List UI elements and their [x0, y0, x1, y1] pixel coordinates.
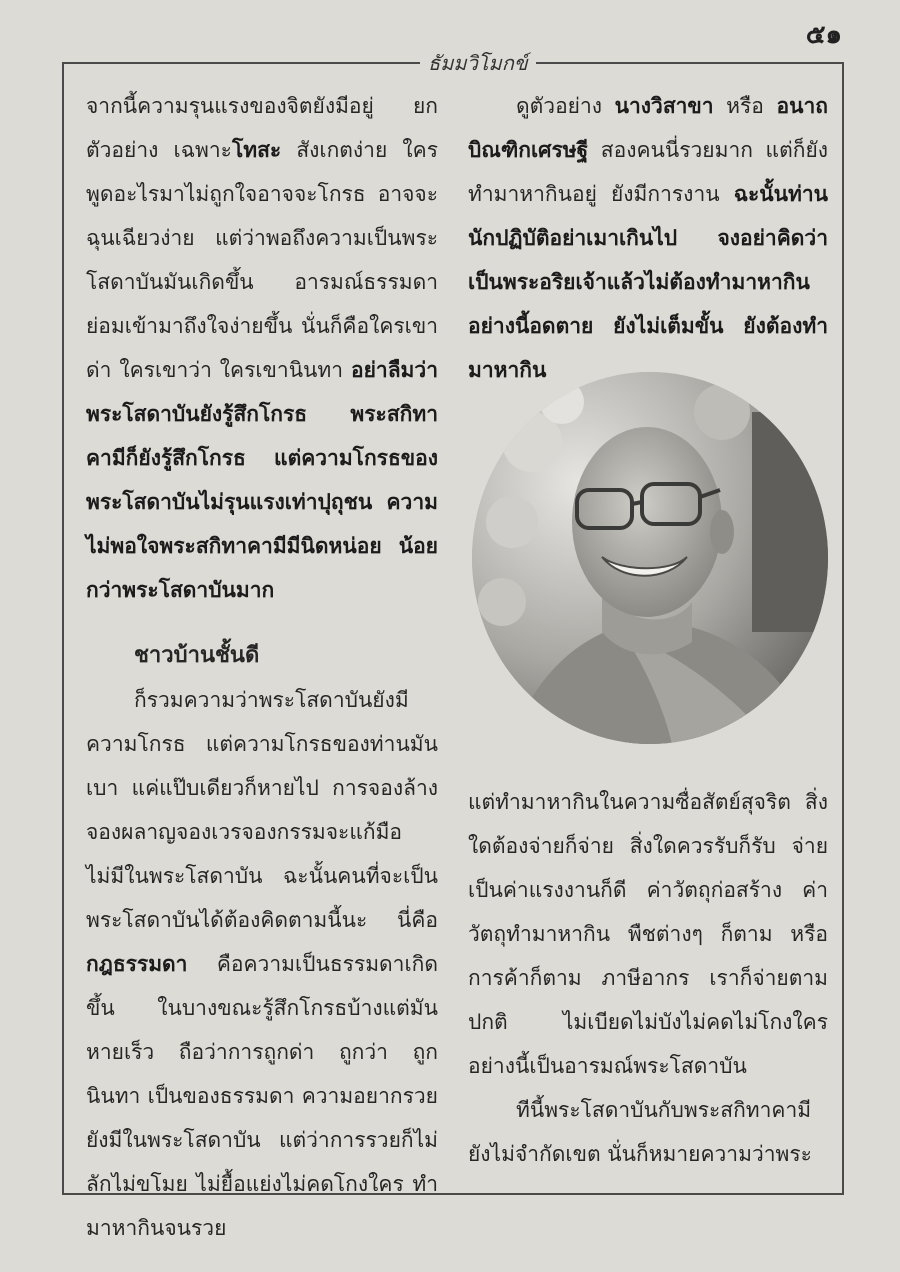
page-number: ๕๑ [805, 20, 842, 50]
right-column-top [468, 84, 828, 392]
bold-term: กฎธรรมดา [86, 952, 188, 976]
left-paragraph-2 [86, 678, 438, 1250]
left-paragraph-1 [86, 84, 438, 612]
section-heading: ชาวบ้านชั้นดี [134, 643, 260, 668]
text-run: สังเกตง่าย ใครพูดอะไรมาไม่ถูกใจอาจจะโกรธ อาจจะฉุนเฉียวง่าย แต่ว่าพอถึงความเป็นพระโสดาบันมันเกิดขึ้น อารมณ์ธรรมดาย่อมเข้ามาถึงใจง่ายขึ้น นั่นก็คือใครเขาด่า ใครเขาว่า ใครเขานินทา [86, 138, 439, 382]
portrait-illustration [472, 372, 828, 744]
text-run: สองคนนี่รวยมาก แต่ก็ยังทำมาหากินอยู่ ยังมีการงาน [468, 138, 828, 206]
text-run: หรือ [713, 94, 777, 118]
text-run: คือความเป็นธรรมดาเกิดขึ้น ในบางขณะรู้สึกโกรธบ้างแต่มันหายเร็ว ถือว่าการถูกด่า ถูกว่า ถูกนินทา เป็นของธรรมดา ความอยากรวยยังมีในพระโสดาบัน แต่ว่าการรวยก็ไม่ลักไม่ขโมย ไม่ยื้อแย่งไม่คดโกงใคร ทำมาหากินจนรวย [86, 952, 438, 1240]
text-run: ดูตัวอย่าง [516, 94, 615, 118]
text-run: จากนี้ความรุนแรงของจิตยังมีอยู่ ยกตัวอย่าง เฉพาะ [86, 94, 438, 162]
bold-statement: ฉะนั้นท่านนักปฏิบัติอย่าเมาเกินไป จงอย่าคิดว่าเป็นพระอริยเจ้าแล้วไม่ต้องทำมาหากิน อย่างนี้อดตาย ยังไม่เต็มขั้น ยังต้องทำมาหากิน [468, 182, 828, 382]
left-column [86, 84, 438, 1250]
right-paragraph-1 [468, 84, 828, 392]
bold-name: นางวิสาขา [614, 94, 714, 118]
right-column-bottom [468, 780, 828, 1176]
right-paragraph-2: แต่ทำมาหากินในความซื่อสัตย์สุจริต สิ่งใดต้องจ่ายก็จ่าย สิ่งใดควรรับก็รับ จ่ายเป็นค่าแรงงานก็ดี ค่าวัตถุก่อสร้าง ค่าวัตถุทำมาหากิน พืชต่างๆ ก็ตาม หรือการค้าก็ตาม ภาษีอากร เราก็จ่ายตามปกติ ไม่เบียดไม่บังไม่คดไม่โกงใคร อย่างนี้เป็นอารมณ์พระโสดาบัน [468, 790, 828, 1078]
running-title: ธัมมวิโมกข์ [420, 47, 536, 79]
bold-name: อนาถบิณฑิกเศรษฐี [468, 94, 828, 162]
text-run: ก็รวมความว่าพระโสดาบันยังมีความโกรธ แต่ความโกรธของท่านมันเบา แค่แป๊บเดียวก็หายไป การจองล้างจองผลาญจองเวรจองกรรมจะแก้มือไม่มีในพระโสดาบัน ฉะนั้นคนที่จะเป็นพระโสดาบันได้ต้องคิดตามนี้นะ นี่คือ [86, 688, 438, 932]
bold-statement: อย่าลืมว่าพระโสดาบันยังรู้สึกโกรธ พระสกิทาคามีก็ยังรู้สึกโกรธ แต่ความโกรธของพระโสดาบันไม่รุนแรงเท่าปุถุชน ความไม่พอใจพระสกิทาคามีมีนิดหน่อย น้อยกว่าพระโสดาบันมาก [86, 358, 438, 602]
bold-term: โทสะ [231, 138, 282, 162]
monk-portrait-photo [472, 372, 828, 744]
right-paragraph-3: ทีนี้พระโสดาบันกับพระสกิทาคามียังไม่จำกัดเขต นั่นก็หมายความว่าพระ [468, 1098, 812, 1166]
